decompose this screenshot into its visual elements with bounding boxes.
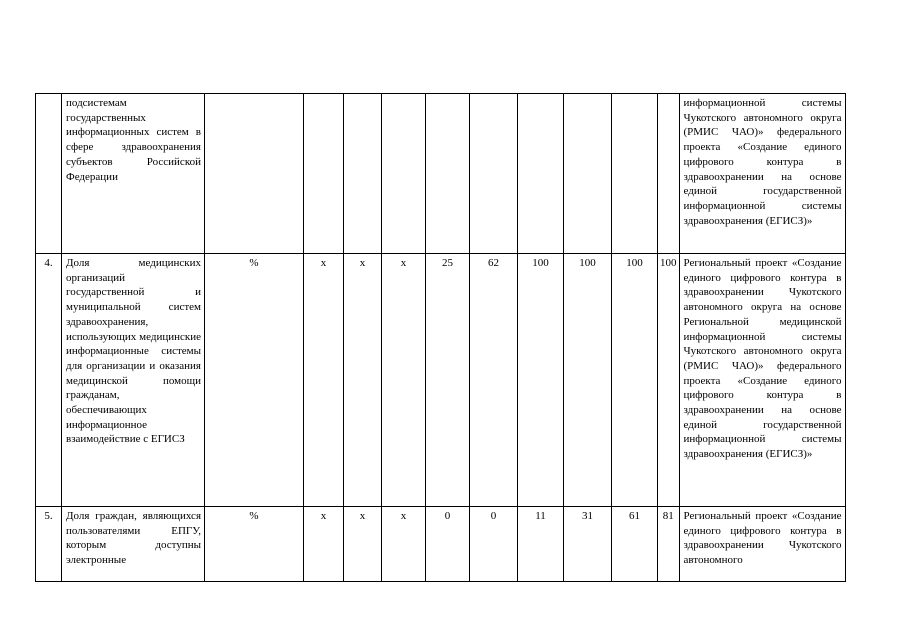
value-text: 100: [626, 257, 643, 269]
value-cell: [426, 254, 470, 507]
value-text: 0: [490, 510, 497, 522]
source-text: Региональный проект «Создание единого цифрового контура в здравоохранении Чукотского автономного: [683, 510, 842, 567]
value-cell: [382, 94, 426, 254]
indicator-text: Доля граждан, являющихся пользователями ЕПГУ, которым доступны электронные: [66, 510, 201, 567]
value-text: 100: [532, 257, 549, 269]
unit-cell: [205, 94, 304, 254]
value-text: х: [400, 257, 407, 269]
value-cell: [658, 94, 680, 254]
table-row: [36, 94, 846, 254]
value-text: 81: [662, 510, 674, 522]
value-text: х: [320, 510, 327, 522]
unit-cell: [205, 254, 304, 507]
value-text: 11: [535, 510, 546, 522]
value-cell: [518, 254, 564, 507]
value-cell: [564, 94, 612, 254]
value-cell: [658, 507, 680, 582]
value-cell: [304, 507, 344, 582]
table-row: [36, 254, 846, 507]
value-cell: [518, 94, 564, 254]
value-text: 100: [660, 257, 677, 269]
unit-text: %: [249, 510, 259, 522]
table-row: [36, 507, 846, 582]
value-cell: [344, 94, 382, 254]
indicator-cell: [62, 254, 205, 507]
value-cell: [426, 94, 470, 254]
value-cell: [426, 507, 470, 582]
value-cell: [470, 254, 518, 507]
row-number-cell: [36, 94, 62, 254]
indicator-text: подсистемам государственных информационных систем в сфере здравоохранения субъектов Российской Федерации: [66, 97, 201, 183]
value-cell: [304, 94, 344, 254]
value-text: х: [359, 257, 366, 269]
value-text: 62: [488, 257, 499, 269]
value-cell: [344, 507, 382, 582]
unit-cell: [205, 507, 304, 582]
indicator-text: Доля медицинских организаций государственной и муниципальной систем здравоохранения, использующих медицинские информационные системы для организации и оказания медицинской помощи гражданам, обеспечивающих информационное взаимодействие с ЕГИСЗ: [66, 257, 201, 446]
source-text: Региональный проект «Создание единого цифрового контура в здравоохранении Чукотского автономного округа на основе Региональной медицинской информационной системы Чукотского автономного округа (РМИС ЧАО)» федерального проекта «Создание единого цифрового контура в здравоохранении на основе единой государственной информационной системы здравоохранения (ЕГИСЗ)»: [683, 257, 842, 461]
row-number-cell: [36, 507, 62, 582]
source-cell: [679, 254, 845, 507]
value-cell: [382, 507, 426, 582]
value-cell: [304, 254, 344, 507]
indicator-cell: [62, 94, 205, 254]
value-text: 100: [579, 257, 596, 269]
value-cell: [344, 254, 382, 507]
value-cell: [612, 507, 658, 582]
source-cell: [679, 507, 845, 582]
value-text: х: [359, 510, 366, 522]
value-cell: [564, 254, 612, 507]
value-text: 25: [442, 257, 453, 269]
row-number: 5.: [44, 510, 53, 522]
value-text: х: [320, 257, 327, 269]
value-cell: [518, 507, 564, 582]
value-text: х: [400, 510, 407, 522]
value-cell: [382, 254, 426, 507]
row-number-cell: [36, 254, 62, 507]
value-text: 31: [582, 510, 593, 522]
value-text: 0: [444, 510, 451, 522]
indicator-cell: [62, 507, 205, 582]
value-cell: [612, 254, 658, 507]
value-cell: [470, 507, 518, 582]
value-cell: [658, 254, 680, 507]
value-cell: [612, 94, 658, 254]
value-cell: [564, 507, 612, 582]
value-text: 61: [629, 510, 640, 522]
source-text: информационной системы Чукотского автономного округа (РМИС ЧАО)» федерального проекта «Создание единого цифрового контура в здравоохранении на основе единой государственной информационной системы здравоохранения (ЕГИСЗ)»: [683, 97, 842, 227]
unit-text: %: [249, 257, 259, 269]
row-number: 4.: [44, 257, 53, 269]
source-cell: [679, 94, 845, 254]
value-cell: [470, 94, 518, 254]
indicators-table: [35, 93, 846, 582]
